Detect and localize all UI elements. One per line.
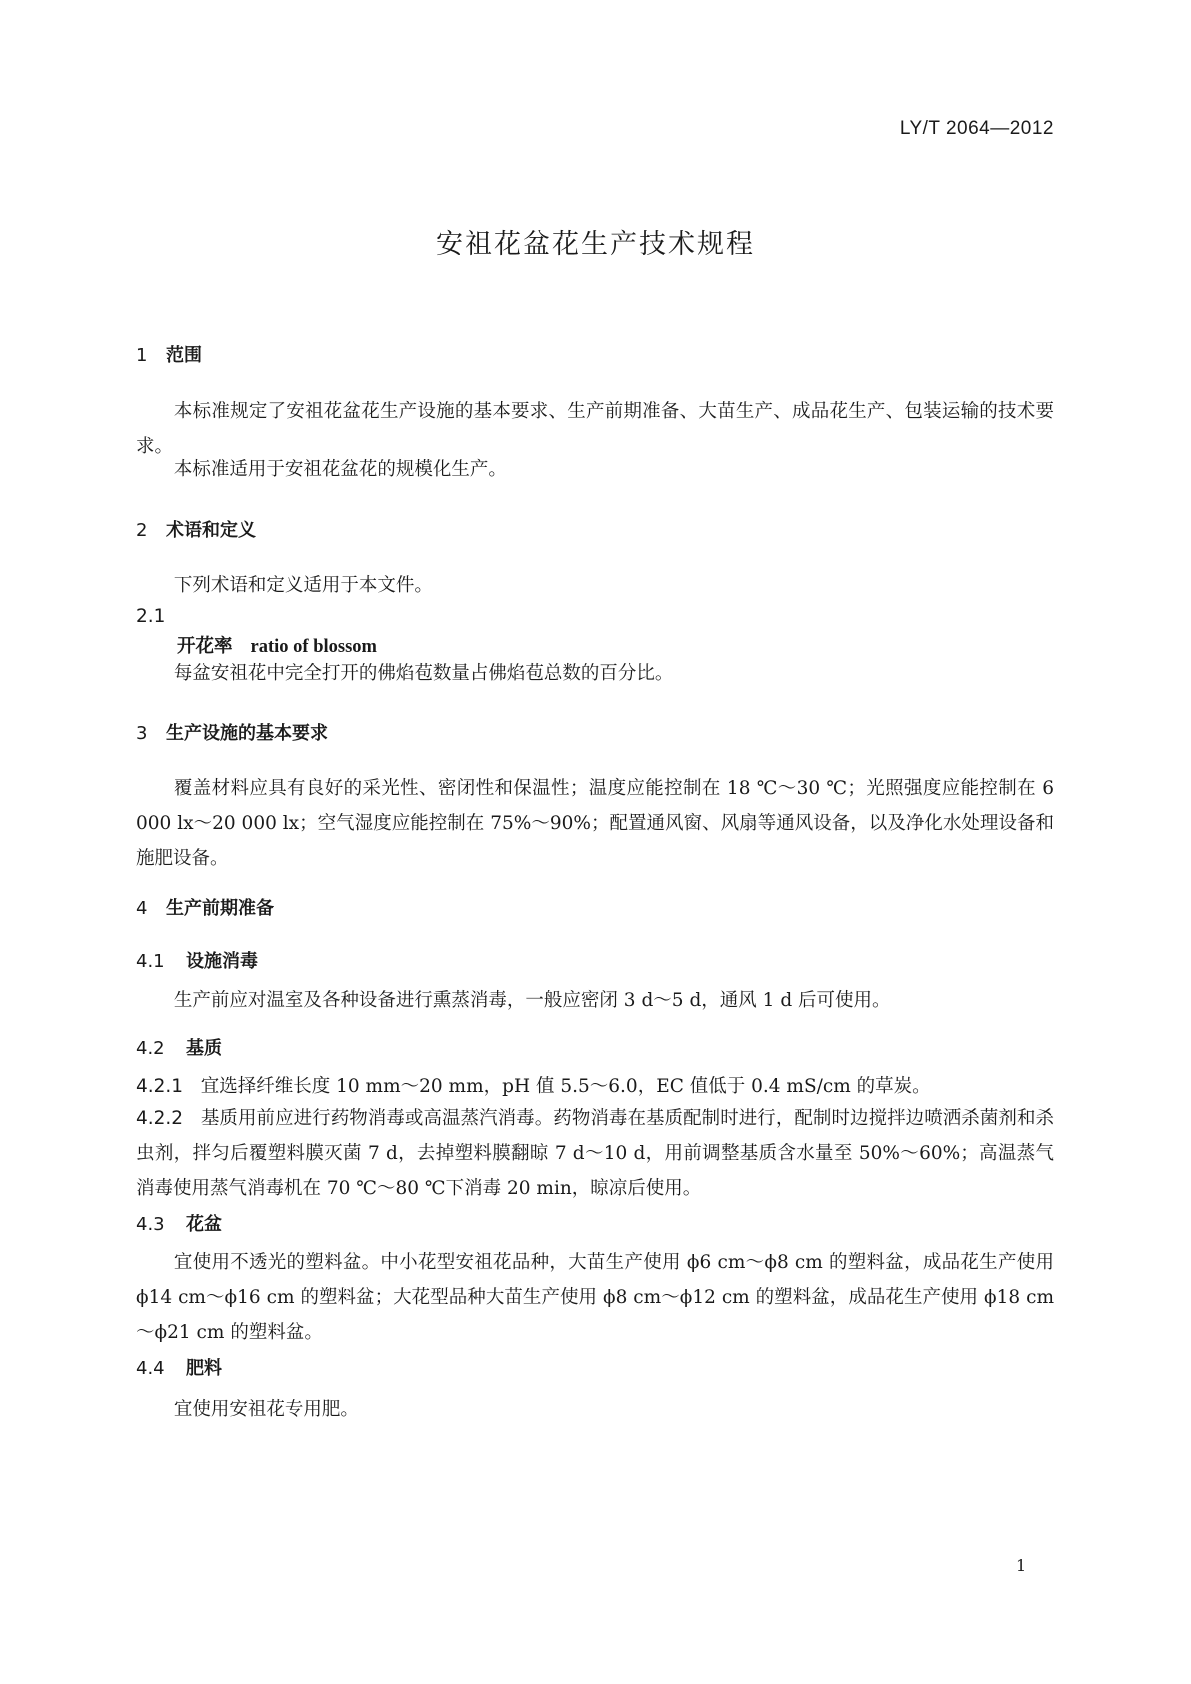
document-title: 安祖花盆花生产技术规程 bbox=[436, 229, 755, 260]
section-4-heading bbox=[136, 894, 274, 920]
clause-4-2-1 bbox=[136, 1069, 1054, 1104]
clause-4-2-2 bbox=[136, 1101, 1054, 1206]
clause-text: 基质用前应进行药物消毒或高温蒸汽消毒。药物消毒在基质配制时进行，配制时边搅拌边喷洒杀菌剂和杀虫剂，拌匀后覆塑料膜灭菌 7 d，去掉塑料膜翻晾 7 d～10 d，用前调整基质含水量至 50%～60%；高温蒸气消毒使用蒸气消毒机在 70 ℃～80 ℃下消毒 20 min，晾凉后使用。 bbox=[136, 1108, 1054, 1199]
term-english: ratio of blossom bbox=[250, 637, 377, 657]
clause-text: 宜选择纤维长度 10 mm～20 mm，pH 值 5.5～6.0，EC 值低于 0.4 mS/cm 的草炭。 bbox=[200, 1076, 931, 1097]
section-3-heading bbox=[136, 719, 328, 745]
term-chinese: 开花率 bbox=[177, 636, 233, 657]
section-number: 3 bbox=[136, 723, 148, 744]
section-title: 花盆 bbox=[186, 1214, 222, 1235]
section-4-1-heading bbox=[136, 947, 258, 973]
term-number: 2.1 bbox=[136, 606, 166, 627]
section-title: 范围 bbox=[166, 345, 202, 366]
section-2-paragraph-1: 下列术语和定义适用于本文件。 bbox=[173, 575, 433, 596]
section-4-3-heading bbox=[136, 1210, 222, 1236]
clause-number: 4.2.1 bbox=[136, 1076, 184, 1097]
section-4-4-paragraph: 宜使用安祖花专用肥。 bbox=[173, 1399, 359, 1420]
section-4-3-paragraph: 宜使用不透光的塑料盆。中小花型安祖花品种，大苗生产使用 ϕ6 cm～ϕ8 cm 的塑料盆，成品花生产使用 ϕ14 cm～ϕ16 cm 的塑料盆；大花型品种大苗生产使用 ϕ8 cm～ϕ12 cm 的塑料盆，成品花生产使用 ϕ18 cm～ϕ21 cm 的塑料盆。 bbox=[136, 1252, 1054, 1343]
clause-number: 4.2.2 bbox=[136, 1108, 184, 1129]
section-title: 术语和定义 bbox=[166, 520, 256, 541]
standard-code: LY/T 2064—2012 bbox=[899, 118, 1054, 139]
term-entry bbox=[177, 632, 377, 658]
section-4-4-heading bbox=[136, 1354, 222, 1380]
section-2-heading bbox=[136, 516, 256, 542]
section-number: 4.2 bbox=[136, 1038, 165, 1059]
section-4-1-paragraph: 生产前应对温室及各种设备进行熏蒸消毒，一般应密闭 3 d～5 d，通风 1 d 后可使用。 bbox=[173, 990, 891, 1011]
section-number: 2 bbox=[136, 520, 148, 541]
section-1-paragraph-2: 本标准适用于安祖花盆花的规模化生产。 bbox=[173, 459, 507, 480]
section-title: 生产前期准备 bbox=[166, 898, 274, 919]
section-title: 基质 bbox=[186, 1038, 222, 1059]
section-number: 4.3 bbox=[136, 1214, 165, 1235]
section-1-paragraph-1: 本标准规定了安祖花盆花生产设施的基本要求、生产前期准备、大苗生产、成品花生产、包装运输的技术要求。 bbox=[136, 401, 1054, 457]
section-3-paragraph-1: 覆盖材料应具有良好的采光性、密闭性和保温性；温度应能控制在 18 ℃～30 ℃；光照强度应能控制在 6 000 lx～20 000 lx；空气湿度应能控制在 75%～90%；配置通风窗、风扇等通风设备，以及净化水处理设备和施肥设备。 bbox=[136, 778, 1054, 869]
section-title: 生产设施的基本要求 bbox=[166, 723, 328, 744]
section-4-2-heading bbox=[136, 1034, 222, 1060]
section-1-heading bbox=[136, 341, 202, 367]
section-title: 肥料 bbox=[186, 1358, 222, 1379]
section-number: 4 bbox=[136, 898, 148, 919]
section-number: 1 bbox=[136, 345, 148, 366]
section-title: 设施消毒 bbox=[186, 951, 258, 972]
section-number: 4.4 bbox=[136, 1358, 165, 1379]
page-number: 1 bbox=[1016, 1556, 1027, 1575]
section-number: 4.1 bbox=[136, 951, 165, 972]
term-definition: 每盆安祖花中完全打开的佛焰苞数量占佛焰苞总数的百分比。 bbox=[173, 663, 674, 684]
